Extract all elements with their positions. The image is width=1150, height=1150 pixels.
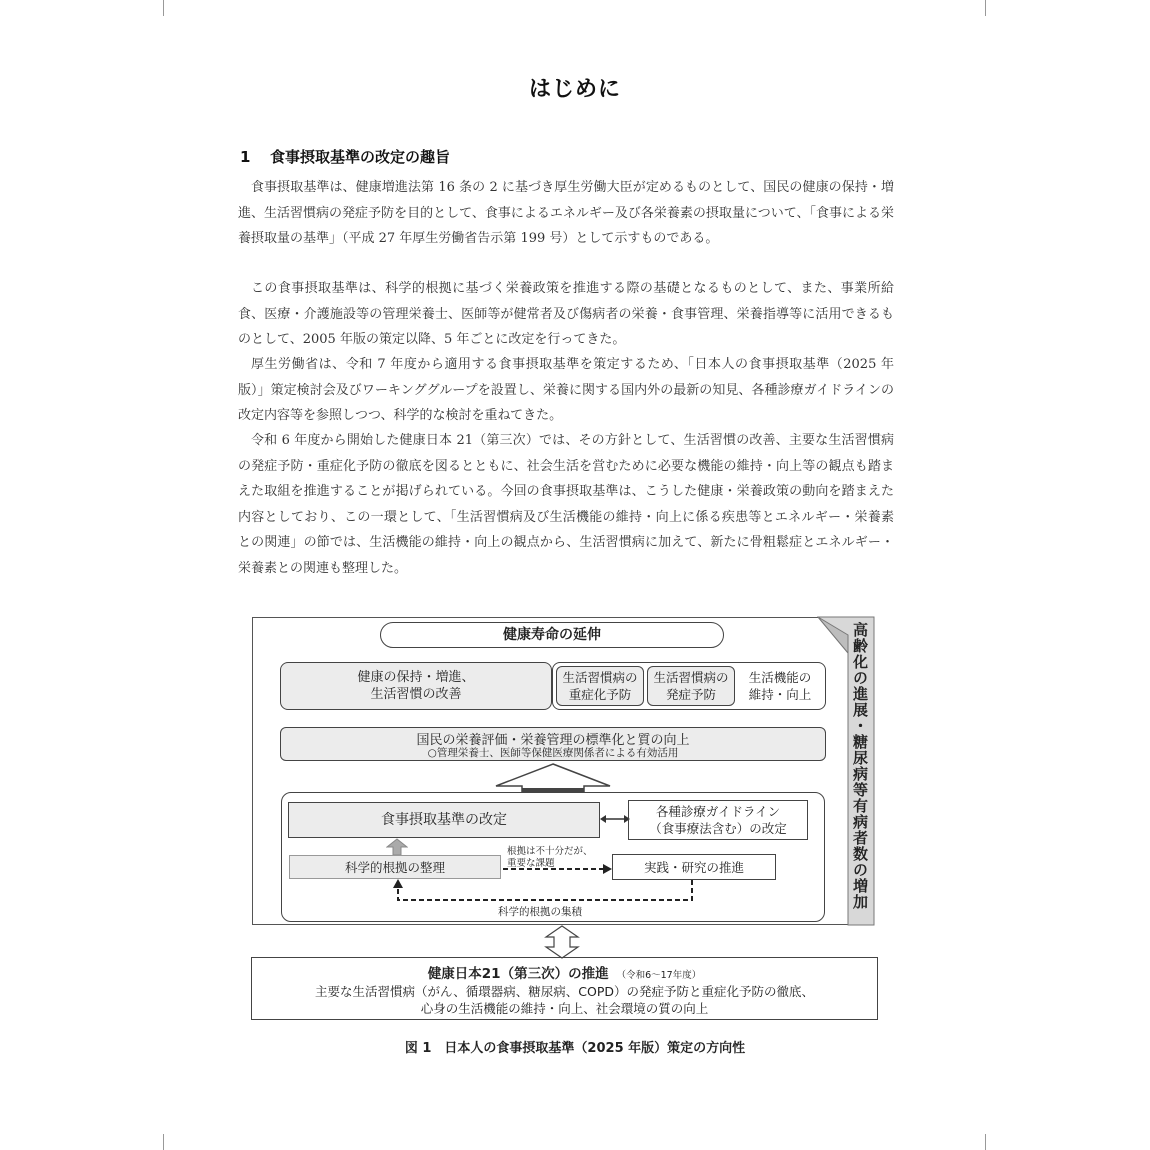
goal-function-box: 生活機能の 維持・向上 <box>748 670 812 702</box>
vertical-double-arrow-icon <box>542 925 582 959</box>
goal-onset-box: 生活習慣病の 発症予防 <box>647 666 735 706</box>
crop-mark <box>985 1134 986 1150</box>
up-arrow-icon <box>494 762 612 794</box>
standardization-title: 国民の栄養評価・栄養管理の標準化と質の向上 <box>416 733 690 748</box>
practice-box: 実践・研究の推進 <box>612 854 776 880</box>
crop-mark <box>163 0 164 16</box>
healthy-life-pill: 健康寿命の延伸 <box>380 622 724 648</box>
health-japan-line-2: 心身の生活機能の維持・向上、社会環境の質の向上 <box>420 1001 709 1016</box>
evidence-box: 科学的根拠の整理 <box>289 855 501 879</box>
accumulation-label: 科学的根拠の集積 <box>498 906 582 918</box>
insufficient-note: 根拠は不十分だが、 重要な課題 <box>507 846 593 869</box>
paragraph-1: 食事摂取基準は、健康増進法第 16 条の 2 に基づき厚生労働大臣が定めるものとして、国民の健康の保持・増進、生活習慣病の発症予防を目的として、食事によるエネルギー及び各栄養素の摂取量について、「食事による栄養摂取量の基準」（平成 27 年厚生労働省告示第 199 号）として示すものである。 <box>238 180 894 246</box>
paragraph-4: 令和 6 年度から開始した健康日本 21（第三次）では、その方針として、生活習慣の改善、主要な生活習慣病の発症予防・重症化予防の徹底を図るとともに、社会生活を営むために必要な機能の維持・向上等の観点も踏まえた取組を推進することが掲げられている。今回の食事摂取基準は、こうした健康・栄養政策の動向を踏まえた内容としており、この一環として、「生活習慣病及び生活機能の維持・向上に係る疾患等とエネルギー・栄養素との関連」の節では、生活機能の維持・向上の観点から、生活習慣病に加えて、新たに骨粗鬆症とエネルギー・栄養素との関連も整理した。 <box>238 433 894 576</box>
page-title: はじめに <box>528 77 621 102</box>
paragraph-2: この食事摂取基準は、科学的根拠に基づく栄養政策を推進する際の基礎となるものとして、また、事業所給食、医療・介護施設等の管理栄養士、医師等が健常者及び傷病者の栄養・食事管理、栄養指導等に活用できるものとして、2005 年版の策定以降、5 年ごとに改定を行ってきた。 <box>238 281 894 347</box>
figure-caption: 図 1 日本人の食事摂取基準（2025 年版）策定の方向性 <box>404 1041 746 1056</box>
section-heading <box>240 146 450 167</box>
double-arrow-icon <box>600 812 630 826</box>
side-label: 高齢化の進展・糖尿病等有病者数の増加 <box>851 622 869 910</box>
paragraph-3: 厚生労働省は、令和 7 年度から適用する食事摂取基準を策定するため、「日本人の食事摂取基準（2025 年版）」策定検討会及びワーキンググループを設置し、栄養に関する国内外の最新の知見、各種診療ガイドラインの改定内容等を参照しつつ、科学的な検討を重ねてきた。 <box>238 357 894 423</box>
goal-health-box: 健康の保持・増進、 生活習慣の改善 <box>280 662 552 710</box>
crop-mark <box>985 0 986 16</box>
health-japan-period: （令和6〜17年度） <box>616 970 702 981</box>
health-japan-title: 健康日本21（第三次）の推進 <box>427 966 609 982</box>
small-up-arrow-icon <box>386 838 408 856</box>
crop-mark <box>163 1134 164 1150</box>
dashed-arrow-icon <box>501 862 613 876</box>
guidelines-box: 各種診療ガイドライン （食事療法含む）の改定 <box>628 800 808 840</box>
goal-severity-box: 生活習慣病の 重症化予防 <box>556 666 644 706</box>
health-japan-line-1: 主要な生活習慣病（がん、循環器病、糖尿病、COPD）の発症予防と重症化予防の徹底、 <box>315 984 814 999</box>
section-title: 食事摂取基準の改定の趣旨 <box>270 148 451 166</box>
section-number: 1 <box>240 148 251 166</box>
health-japan-heading <box>251 962 878 982</box>
standardization-sub: ○管理栄養士、医師等保健医療関係者による有効活用 <box>427 747 679 759</box>
revision-box: 食事摂取基準の改定 <box>288 802 600 838</box>
